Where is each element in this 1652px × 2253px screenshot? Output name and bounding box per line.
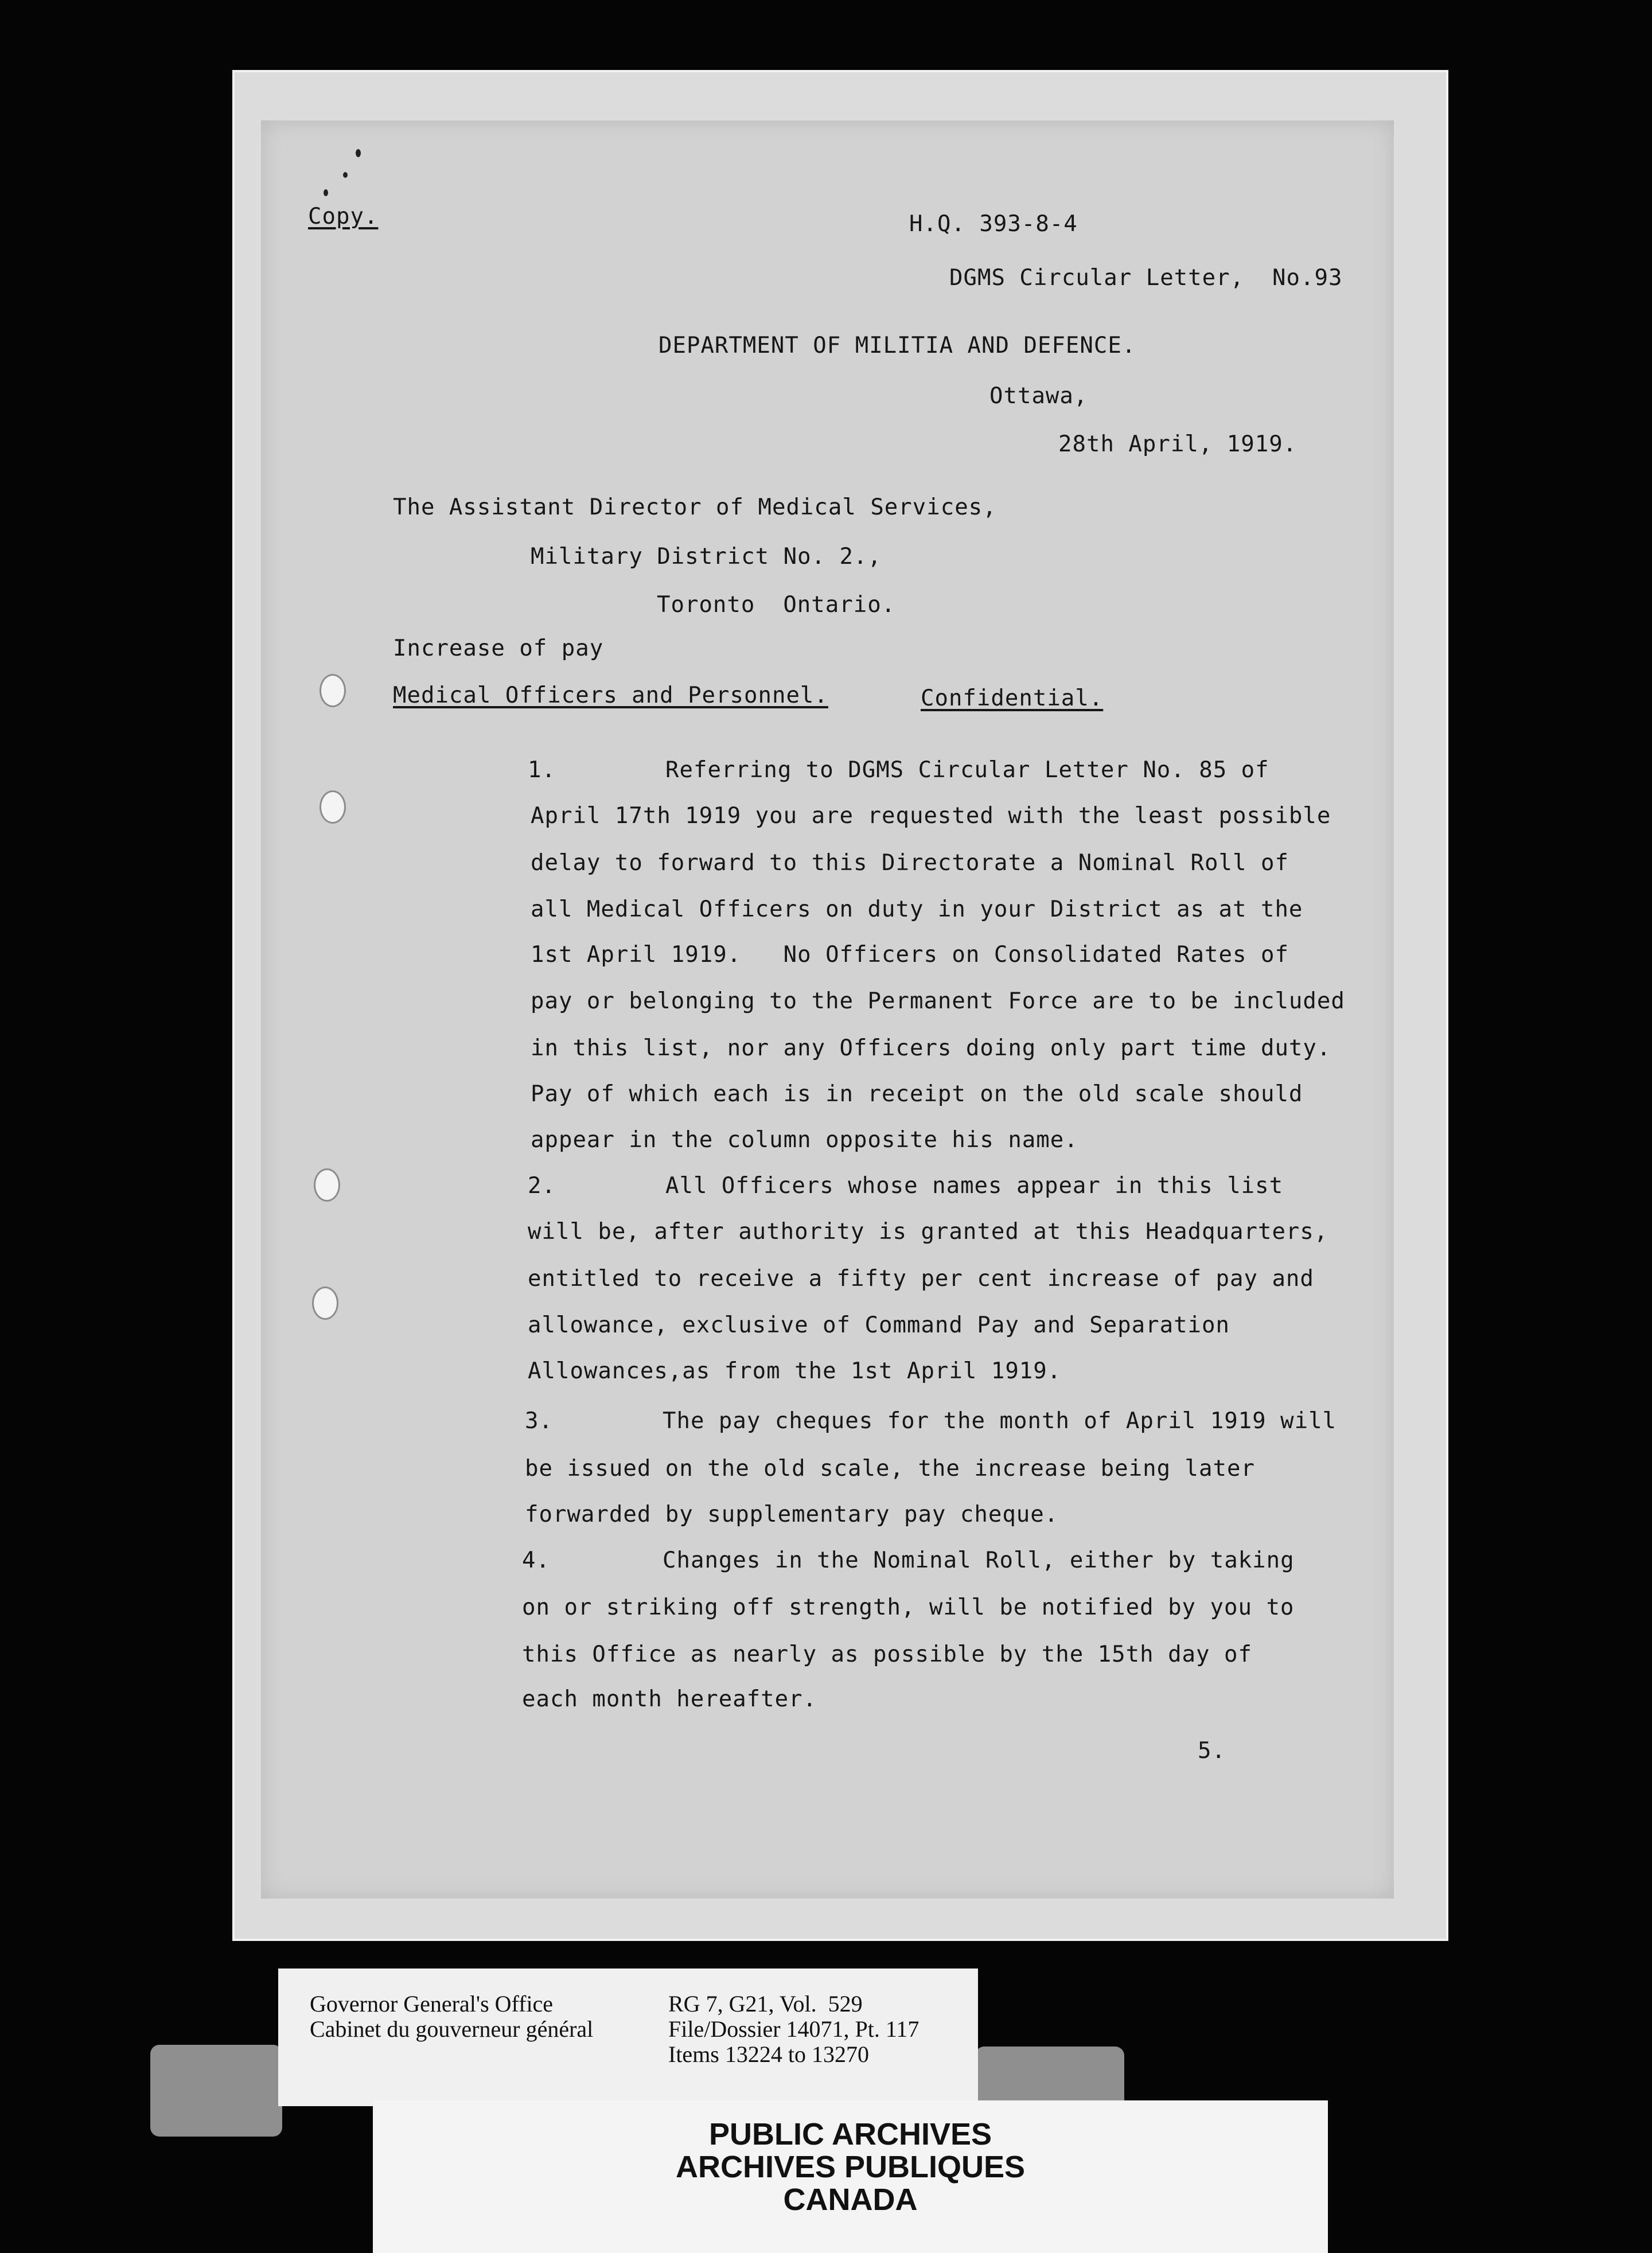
stamp-line-english: PUBLIC ARCHIVES [708,2117,992,2151]
office-name-french: Cabinet du gouverneur général [310,2016,594,2042]
paragraph-line: all Medical Officers on duty in your District as at the [531,896,1303,922]
paragraph-line: Allowances,as from the 1st April 1919. [528,1358,1062,1384]
paragraph-line: appear in the column opposite his name. [531,1127,1078,1153]
item-range: Items 13224 to 13270 [668,2041,869,2067]
paragraph-line: Pay of which each is in receipt on the old scale should [531,1081,1303,1107]
holder-tab-left [150,2045,282,2137]
paragraph-line: allowance, exclusive of Command Pay and Separation [528,1312,1230,1338]
paragraph-line: on or striking off strength, will be notified by you to [522,1595,1295,1620]
paragraph-number: 4. [522,1548,550,1573]
paragraph-line: The pay cheques for the month of April 1919 will [663,1408,1337,1434]
punch-hole [312,1287,338,1320]
ink-speck [324,189,328,196]
ink-speck [343,172,348,178]
paragraph-line: pay or belonging to the Permanent Force are to be included [531,988,1345,1014]
paragraph-line: each month hereafter. [522,1686,817,1712]
punch-hole [314,1168,340,1202]
paragraph-line: forwarded by supplementary pay cheque. [525,1502,1059,1527]
subject-line: Increase of pay [393,636,604,661]
archive-reference-label [278,1969,978,2106]
stamp-line-french: ARCHIVES PUBLIQUES [675,2150,1026,2184]
paragraph-line: 1st April 1919. No Officers on Consolidated Rates of [531,942,1289,968]
paragraph-line: in this list, nor any Officers doing only part time duty. [531,1035,1331,1061]
copy-label: Copy. [308,204,379,229]
page-continuation-number: 5. [1198,1738,1226,1764]
record-group-reference: RG 7, G21, Vol. 529 [668,1991,863,2017]
circular-number: DGMS Circular Letter, No.93 [949,265,1343,291]
hq-reference: H.Q. 393-8-4 [909,211,1078,237]
address-line: Military District No. 2., [531,544,882,570]
city: Ottawa, [989,383,1088,409]
file-reference: File/Dossier 14071, Pt. 117 [668,2016,919,2042]
paragraph-line: be issued on the old scale, the increase being later [525,1456,1255,1482]
public-archives-stamp [373,2100,1328,2253]
paragraph-number: 1. [528,757,556,783]
office-name-english: Governor General's Office [310,1991,554,2017]
punch-hole [320,790,346,824]
paragraph-number: 3. [525,1408,553,1434]
letter-date: 28th April, 1919. [1058,431,1298,457]
paragraph-line: All Officers whose names appear in this list [665,1173,1284,1199]
paragraph-line: Referring to DGMS Circular Letter No. 85 of [665,757,1269,783]
department-heading: DEPARTMENT OF MILITIA AND DEFENCE. [659,333,1136,358]
punch-hole [320,674,346,707]
paragraph-line: Changes in the Nominal Roll, either by taking [663,1548,1295,1573]
paragraph-number: 2. [528,1173,556,1199]
confidential-label: Confidential. [921,685,1104,711]
subject-line-underlined: Medical Officers and Personnel. [393,683,828,708]
stamp-line-country: CANADA [783,2182,918,2217]
paragraph-line: delay to forward to this Directorate a Nominal Roll of [531,850,1289,876]
paragraph-line: will be, after authority is granted at this Headquarters, [528,1219,1328,1245]
paragraph-line: this Office as nearly as possible by the 15th day of [522,1642,1252,1667]
paragraph-line: entitled to receive a fifty per cent increase of pay and [528,1266,1314,1292]
address-line: The Assistant Director of Medical Services, [393,494,997,520]
address-line: Toronto Ontario. [657,592,896,618]
paragraph-line: April 17th 1919 you are requested with the least possible [531,803,1331,829]
ink-speck [356,149,361,157]
